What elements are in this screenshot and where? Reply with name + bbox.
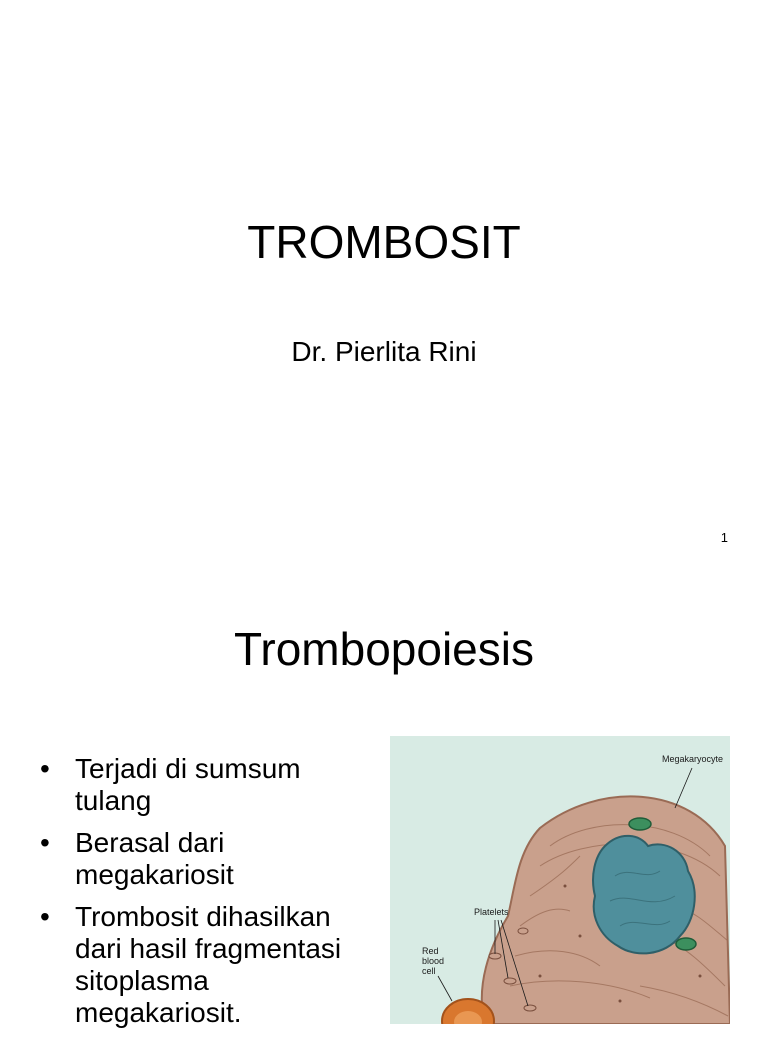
- bullet-item: [38, 901, 368, 1029]
- bullet-list: [38, 753, 368, 1039]
- page-number: 1: [720, 530, 728, 545]
- mitochondrion: [676, 938, 696, 950]
- platelets-label: Platelets: [474, 907, 509, 917]
- bullet-dot: •: [40, 827, 50, 858]
- megakaryocyte-drawing: [390, 736, 730, 1024]
- red-blood-cell-label: Red blood cell: [422, 946, 445, 976]
- bullet-text: Berasal dari megakariosit: [75, 827, 234, 890]
- mitochondrion: [629, 818, 651, 830]
- slide-subtitle: Dr. Pierlita Rini: [291, 336, 477, 367]
- megakaryocyte-label: Megakaryocyte: [662, 754, 724, 764]
- slide-title: Trombopoiesis: [234, 623, 534, 675]
- bullet-text: Trombosit dihasilkan dari hasil fragmentasi sitoplasma megakariosit.: [75, 901, 342, 1028]
- bullet-dot: •: [40, 753, 50, 784]
- megakaryocyte-illustration: [390, 736, 730, 1024]
- bullet-item: [38, 827, 368, 891]
- bullet-item: [38, 753, 368, 817]
- content-slide: [0, 575, 768, 1028]
- bullet-dot: •: [40, 901, 50, 932]
- nucleus-shape: [593, 836, 695, 954]
- bullet-text: Terjadi di sumsum tulang: [75, 753, 301, 816]
- slide-title: TROMBOSIT: [247, 216, 521, 268]
